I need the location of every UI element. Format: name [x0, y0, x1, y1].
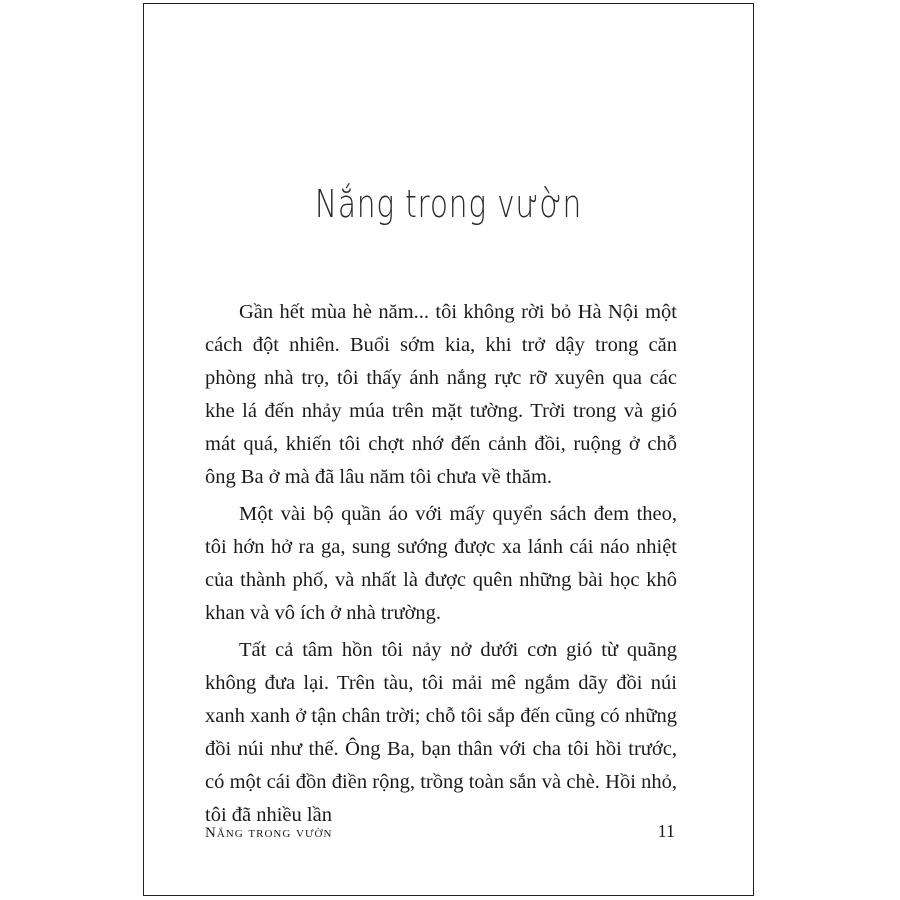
body-text	[205, 296, 677, 836]
paragraph: Một vài bộ quần áo với mấy quyển sách đem theo, tôi hớn hở ra ga, sung sướng được xa lánh cái náo nhiệt của thành phố, và nhất là được quên những bài học khô khan và vô ích ở nhà trường.	[205, 503, 677, 624]
paragraph: Gần hết mùa hè năm... tôi không rời bỏ Hà Nội một cách đột nhiên. Buổi sớm kia, khi trở dậy trong căn phòng nhà trọ, tôi thấy ánh nắng rực rỡ xuyên qua các khe lá đến nhảy múa trên mặt tường. Trời trong và gió mát quá, khiến tôi chợt nhớ đến cảnh đồi, ruộng ở chỗ ông Ba ở mà đã lâu năm tôi chưa về thăm.	[205, 301, 677, 488]
page-number: 11	[657, 821, 675, 841]
running-head: Nắng trong vườn	[205, 825, 333, 841]
page-footer	[205, 821, 675, 842]
chapter-title: Nắng trong vườn	[314, 182, 583, 226]
paragraph: Tất cả tâm hồn tôi nảy nở dưới cơn gió từ quãng không đưa lại. Trên tàu, tôi mải mê ngắm dãy đồi núi xanh xanh ở tận chân trời; chỗ tôi sắp đến cũng có những đồi núi như thế. Ông Ba, bạn thân với cha tôi hồi trước, có một cái đồn điền rộng, trồng toàn sắn và chè. Hồi nhỏ, tôi đã nhiều lần	[205, 639, 677, 826]
book-page	[143, 3, 754, 896]
